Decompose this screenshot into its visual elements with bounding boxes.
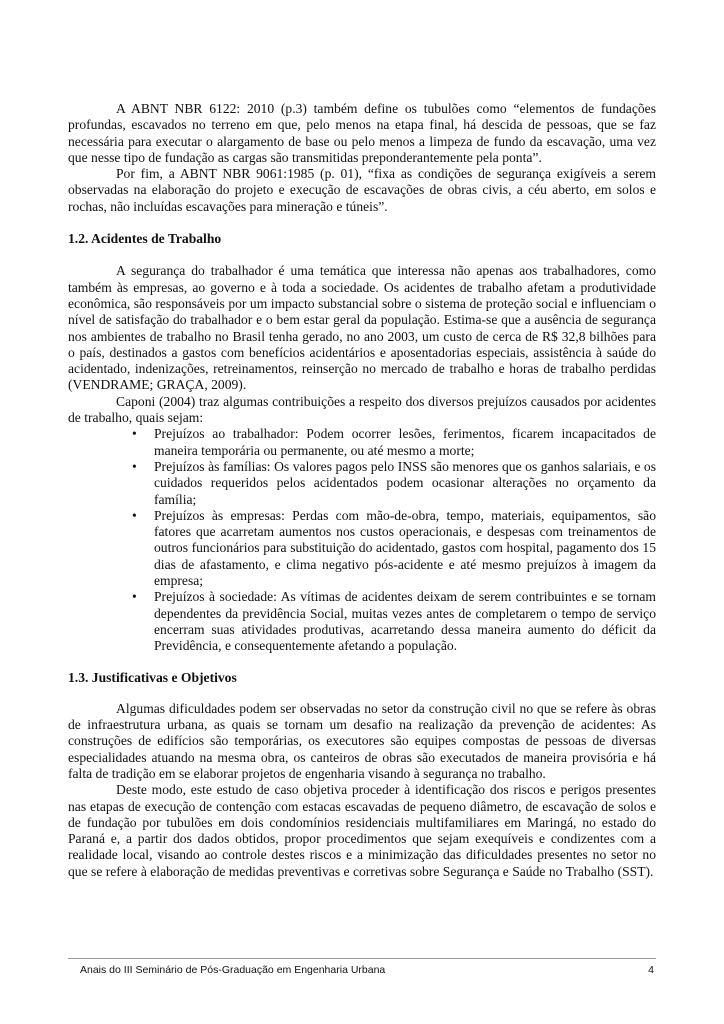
justification-paragraph-2: Deste modo, este estudo de caso objetiva proceder à identificação dos riscos e perigos presentes nas etapas de execução de contenção com estacas escavadas de pequeno diâmetro, de escavação de solos e de fundação por tubulões em dois condomínios residenciais multifamiliares em Maringá, no estado do Paraná e, a partir dos dados obtidos, propor procedimentos que sejam exequíveis e condizentes com a realidade local, visando ao controle destes riscos e a minimização das dificuldades presentes no setor no que se refere à elaboração de medidas preventivas e corretivas sobre Segurança e Saúde no Trabalho (SST).: [68, 782, 656, 879]
bullet-icon: •: [132, 458, 137, 474]
list-item: [132, 458, 656, 508]
bullet-icon: •: [132, 426, 137, 442]
bullet-icon: •: [132, 589, 137, 605]
footer-proceedings-title: Anais do III Seminário de Pós-Graduação em Engenharia Urbana: [80, 964, 386, 976]
list-item: [132, 589, 656, 654]
justification-paragraph-1: Algumas dificuldades podem ser observadas no setor da construção civil no que se refere às obras de infraestrutura urbana, as quais se tornam um desafio na realização da prevenção de acidentes: As construções de edifícios são temporárias, os executores são equipes compostas de pessoas de diversas especialidades atuando na mesma obra, os canteiros de obras são executados de maneira provisória e há falta de tradição em se elaborar projetos de engenharia visando à segurança no trabalho.: [68, 700, 656, 781]
intro-paragraph-1: A ABNT NBR 6122: 2010 (p.3) também define os tubulões como “elementos de fundações profundas, escavados no terreno em que, pelo menos na etapa final, há descida de pessoas, que se faz necessária para executar o alargamento de base ou pelo menos a limpeza de fundo da escavação, uma vez que nesse tipo de fundação as cargas são transmitidas preponderantemente pela ponta”.: [68, 101, 656, 165]
page-body: [68, 101, 656, 880]
page-number: 4: [648, 964, 654, 976]
list-item-text: Prejuízos às empresas: Perdas com mão-de-obra, tempo, materiais, equipamentos, são fatores que acarretam aumentos nos custos operacionais, e despesas com treinamentos de outros funcionários para substituição do acidentado, gastos com hospital, pagamento dos 15 dias de afastamento, e clima negativo pós-acidente e até mesmo prejuízos à imagem da empresa;: [154, 507, 656, 589]
intro-paragraph-2: Por fim, a ABNT NBR 9061:1985 (p. 01), “fixa as condições de segurança exigíveis a serem observadas na elaboração do projeto e execução de escavações de obras civis, a céu aberto, em solos e rochas, não incluídas escavações para mineração e túneis”.: [68, 166, 656, 214]
list-item: [132, 426, 656, 459]
list-item-text: Prejuízos à sociedade: As vítimas de acidentes deixam de serem contribuintes e se tornam dependentes da previdência Social, muitas vezes antes de completarem o tempo de serviço encerram suas atividades produtivas, acarretando dessa maneira aumento do déficit da Previdência, e consequentemente afetando a população.: [154, 589, 656, 654]
list-item-text: Prejuízos ao trabalhador: Podem ocorrer lesões, ferimentos, ficarem incapacitados de maneira temporária ou permanente, ou até mesmo a morte;: [154, 426, 656, 458]
damages-list: [68, 426, 656, 654]
list-item: [132, 507, 656, 589]
list-item-text: Prejuízos às famílias: Os valores pagos pelo INSS são menores que os ganhos salariais, e os cuidados requeridos pelos acidentados podem ocasionar alterações no orçamento da família;: [154, 458, 656, 507]
page-footer: [68, 958, 656, 976]
section-heading-accidents: 1.2. Acidentes de Trabalho: [68, 231, 222, 247]
section-heading-justification: 1.3. Justificativas e Objetivos: [68, 669, 237, 685]
bullet-icon: •: [132, 507, 137, 523]
accidents-paragraph-2: Caponi (2004) traz algumas contribuições a respeito dos diversos prejuízos causados por acidentes de trabalho, quais sejam:: [68, 393, 656, 426]
accidents-paragraph-1: A segurança do trabalhador é uma temática que interessa não apenas aos trabalhadores, como também às empresas, ao governo e à toda a sociedade. Os acidentes de trabalho afetam a produtividade econômica, são responsáveis por um impacto substancial sobre o sistema de proteção social e influenciam o nível de satisfação do trabalhador e o bem estar geral da população. Estima-se que a ausência de segurança nos ambientes de trabalho no Brasil tenha gerado, no ano 2003, um custo de cerca de R$ 32,8 bilhões para o país, destinados a gastos com benefícios acidentários e aposentadorias especiais, assistência à saúde do acidentado, indenizações, retreinamentos, reinserção no mercado de trabalho e horas de trabalho perdidas (VENDRAME; GRAÇA, 2009).: [68, 263, 656, 393]
